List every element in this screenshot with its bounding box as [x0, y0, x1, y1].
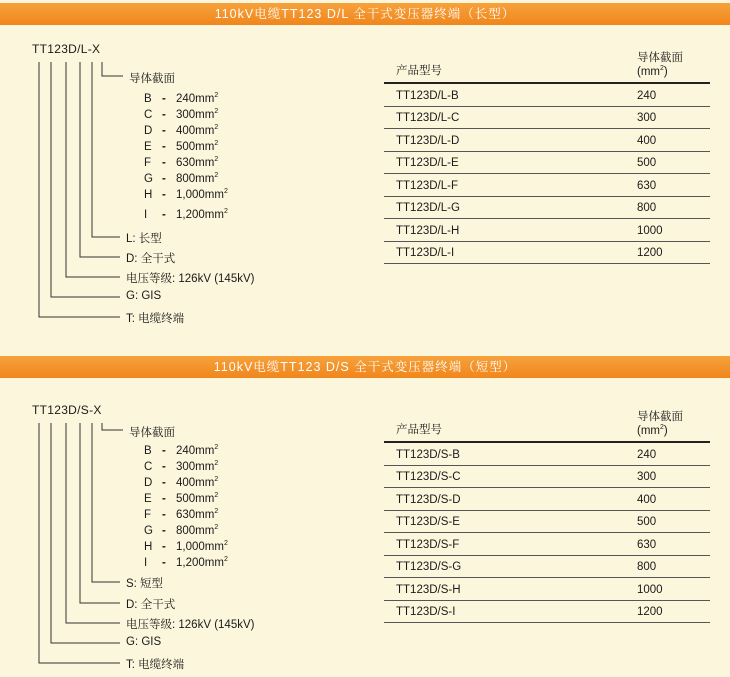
dry-type-label: D: 全干式 — [126, 599, 176, 611]
table-row: TT123D/L-G 800 — [384, 197, 710, 220]
model-code-diagram — [30, 58, 330, 348]
option-e: E - $500mm^2$ — [144, 492, 219, 505]
header-model: 产品型号 — [396, 424, 442, 436]
table-row: TT123D/S-E 500 — [384, 511, 710, 534]
table-row: TT123D/S-D 400 — [384, 488, 710, 511]
table-row: TT123D/S-H 1000 — [384, 578, 710, 601]
model-code-diagram — [30, 419, 330, 677]
option-i: I - $1,200mm^2$ — [144, 556, 228, 569]
table-row: TT123D/S-I 1200 — [384, 601, 710, 624]
table-row: TT123D/S-F 630 — [384, 533, 710, 556]
section-long — [0, 42, 730, 362]
table-row: TT123D/L-I 1200 — [384, 242, 710, 265]
table-row: TT123D/L-F 630 — [384, 174, 710, 197]
table-header — [384, 52, 710, 84]
table-row: TT123D/L-D 400 — [384, 129, 710, 152]
table-row: TT123D/L-B 240 — [384, 84, 710, 107]
table-row: TT123D/S-G 800 — [384, 556, 710, 579]
cross-section-label: 导体截面 — [129, 73, 175, 85]
option-g: G - $800mm^2$ — [144, 172, 219, 185]
gis-label: G: GIS — [126, 636, 162, 648]
option-g: G - $800mm^2$ — [144, 524, 219, 537]
section-short — [0, 403, 730, 677]
banner-short: 110kV电缆TT123 D/S 全干式变压器终端（短型） — [0, 356, 730, 378]
header-size: 导体截面$(mm^2)$ — [637, 411, 683, 437]
option-d: D - $400mm^2$ — [144, 476, 219, 489]
table-row: TT123D/S-C 300 — [384, 466, 710, 489]
model-code: TT123D/S-X — [32, 403, 102, 417]
option-d: D - $400mm^2$ — [144, 124, 219, 137]
table-header — [384, 411, 710, 443]
model-code: TT123D/L-X — [32, 42, 101, 56]
spec-table — [384, 52, 710, 264]
option-e: E - $500mm^2$ — [144, 140, 219, 153]
dry-type-label: D: 全干式 — [126, 253, 176, 265]
option-b: B - $240mm^2$ — [144, 444, 219, 457]
header-size: 导体截面$(mm^2)$ — [637, 52, 683, 78]
length-label: L: 长型 — [126, 233, 162, 245]
cross-section-label: 导体截面 — [129, 427, 175, 439]
option-h: H - $1,000mm^2$ — [144, 188, 228, 201]
length-label: S: 短型 — [126, 578, 164, 590]
option-b: B - $240mm^2$ — [144, 92, 219, 105]
option-h: H - $1,000mm^2$ — [144, 540, 228, 553]
table-row: TT123D/L-E 500 — [384, 152, 710, 175]
option-f: F - $630mm^2$ — [144, 508, 219, 521]
banner-long: 110kV电缆TT123 D/L 全干式变压器终端（长型） — [0, 3, 730, 25]
option-i: I - $1,200mm^2$ — [144, 208, 228, 221]
option-f: F - $630mm^2$ — [144, 156, 219, 169]
gis-label: G: GIS — [126, 290, 162, 302]
voltage-label: 电压等级: 126kV (145kV) — [126, 273, 255, 285]
voltage-label: 电压等级: 126kV (145kV) — [126, 619, 255, 631]
option-c: C - $300mm^2$ — [144, 460, 219, 473]
option-c: C - $300mm^2$ — [144, 108, 219, 121]
header-model: 产品型号 — [396, 65, 442, 77]
termination-label: T: 电缆终端 — [126, 659, 185, 671]
table-row: TT123D/L-C 300 — [384, 107, 710, 130]
table-row: TT123D/S-B 240 — [384, 443, 710, 466]
spec-table — [384, 411, 710, 623]
table-row: TT123D/L-H 1000 — [384, 219, 710, 242]
termination-label: T: 电缆终端 — [126, 313, 185, 325]
